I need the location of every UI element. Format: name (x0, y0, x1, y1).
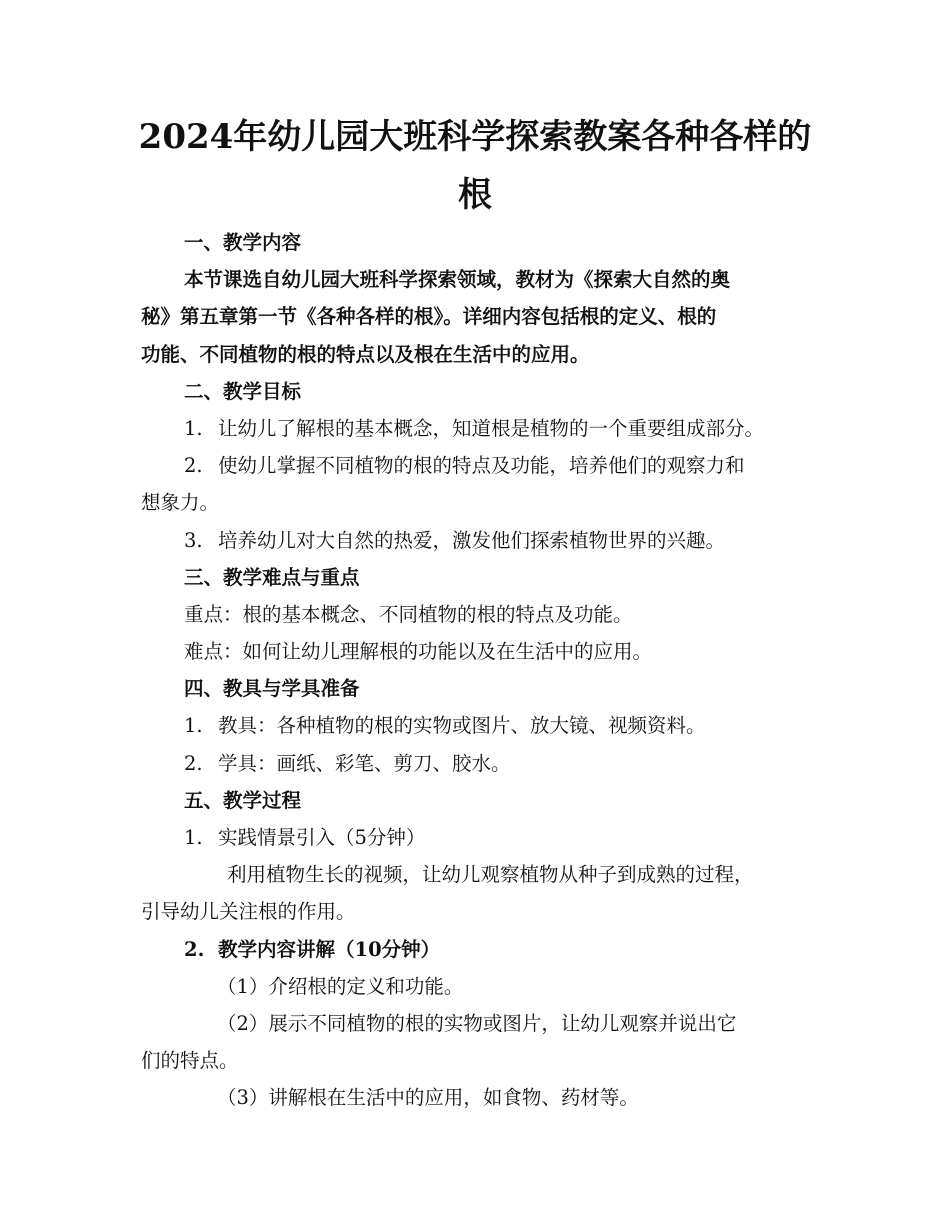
list-item-continuation: 想象力。 (141, 491, 220, 515)
title-line-2: 根 (458, 175, 492, 215)
step-title-text: 实践情景引入（5分钟） (218, 826, 426, 849)
step-title (141, 931, 821, 968)
list-text: 培养幼儿对大自然的热爱，激发他们探索植物世界的兴趣。 (218, 528, 726, 552)
list-text: 学具：画纸、彩笔、剪刀、胶水。 (218, 751, 511, 775)
paragraph-line: 引导幼儿关注根的作用。 (141, 900, 356, 924)
list-number: 3. (184, 528, 203, 552)
list-item (141, 410, 821, 447)
list-number: 2. (184, 454, 203, 478)
paragraph-line: 功能、不同植物的根的特点以及根在生活中的应用。 (141, 342, 590, 366)
list-number: 2. (184, 751, 203, 775)
title-line-1: 2024年幼儿园大班科学探索教案各种各样的 (138, 117, 812, 157)
paragraph-line: 本节课选自幼儿园大班科学探索领域，教材为《探索大自然的奥 (184, 268, 731, 292)
list-item (141, 447, 821, 484)
document-body (141, 224, 821, 1117)
list-text: 让幼儿了解根的基本概念，知道根是植物的一个重要组成部分。 (218, 416, 765, 440)
step-title-text: 教学内容讲解（10分钟） (218, 937, 441, 961)
list-item (141, 707, 821, 744)
step-number: 1. (184, 826, 203, 849)
list-item (141, 745, 821, 782)
section-heading: 二、教学目标 (184, 379, 302, 403)
document-title (120, 108, 830, 224)
section-heading: 三、教学难点与重点 (184, 565, 360, 589)
key-point-text: 重点：根的基本概念、不同植物的根的特点及功能。 (184, 602, 633, 626)
list-text: 教具：各种植物的根的实物或图片、放大镜、视频资料。 (218, 714, 706, 738)
list-item (141, 522, 821, 559)
list-number: 1. (184, 416, 203, 440)
section-heading: 五、教学过程 (184, 788, 302, 812)
paragraph-line: 秘》第五章第一节《各种各样的根》。详细内容包括根的定义、根的 (141, 305, 717, 329)
sub-item-continuation: 们的特点。 (141, 1049, 239, 1073)
list-text: 使幼儿掌握不同植物的根的特点及功能，培养他们的观察力和 (218, 454, 745, 478)
difficulty-text: 难点：如何让幼儿理解根的功能以及在生活中的应用。 (184, 640, 653, 664)
paragraph-line: 利用植物生长的视频，让幼儿观察植物从种子到成熟的过程， (227, 863, 754, 887)
step-title (141, 819, 821, 856)
list-number: 1. (184, 714, 203, 738)
step-number: 2. (184, 937, 205, 961)
section-heading: 一、教学内容 (184, 231, 302, 254)
sub-item: （2）展示不同植物的根的实物或图片，让幼儿观察并说出它 (217, 1011, 737, 1035)
section-heading: 四、教具与学具准备 (184, 677, 360, 701)
sub-item: （1）介绍根的定义和功能。 (217, 974, 464, 998)
sub-item: （3）讲解根在生活中的应用，如食物、药材等。 (217, 1086, 639, 1110)
